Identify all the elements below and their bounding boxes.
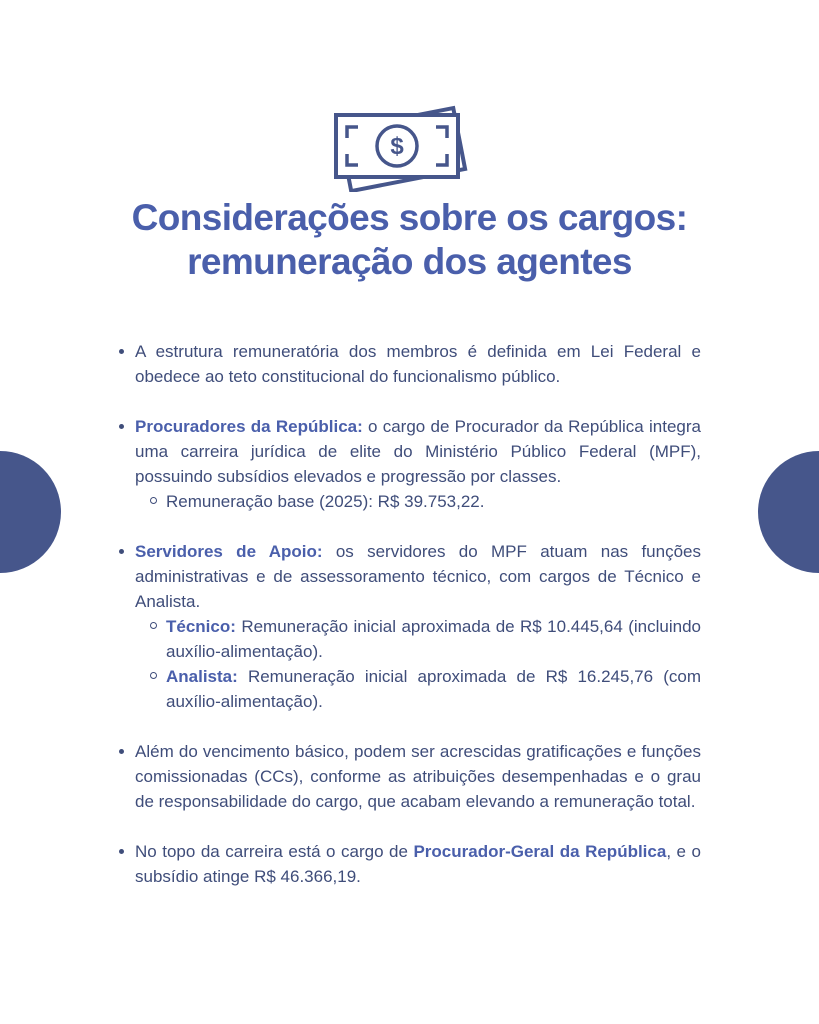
decorative-half-circle-left xyxy=(0,451,61,573)
item-text: o cargo de Procurador da República integra uma carreira jurídica de elite do Ministério Público Federal (MPF), possuindo subsídios elevados e progressão por classes. xyxy=(135,417,701,486)
sub-item-text: Remuneração inicial aproximada de R$ 16.245,76 (com auxílio-alimentação). xyxy=(166,667,701,711)
list-item-procurador-geral xyxy=(135,839,701,889)
item-text: Além do vencimento básico, podem ser acrescidas gratificações e funções comissionadas (CCs), conforme as atribuições desempenhadas e o grau de responsabilidade do cargo, que acabam elevando a remuneração total. xyxy=(135,742,701,811)
sub-item-tecnico xyxy=(166,614,701,664)
sub-item-analista xyxy=(166,664,701,714)
item-text: os servidores do MPF atuam nas funções administrativas e de assessoramento técnico, com cargos de Técnico e Analista. xyxy=(135,542,701,611)
list-item-servidores xyxy=(135,539,701,714)
item-text-after: , e o subsídio atinge R$ 46.366,19. xyxy=(135,842,701,886)
item-bold-label: Procuradores da República: xyxy=(135,417,363,436)
sub-item-bold-label: Técnico: xyxy=(166,617,236,636)
list-item-gratificacoes xyxy=(135,739,701,814)
decorative-half-circle-right xyxy=(758,451,819,573)
money-bill-dollar-icon xyxy=(330,100,472,192)
item-bold-label: Servidores de Apoio: xyxy=(135,542,323,561)
list-item-procuradores xyxy=(135,414,701,514)
title-line-1: Considerações sobre os cargos: xyxy=(131,197,688,238)
content-list xyxy=(135,339,701,914)
sub-item-remuneracao-base xyxy=(166,489,701,514)
item-text: A estrutura remuneratória dos membros é definida em Lei Federal e obedece ao teto constitucional do funcionalismo público. xyxy=(135,342,701,386)
sub-item-text: Remuneração base (2025): R$ 39.753,22. xyxy=(166,492,485,511)
item-text-before: No topo da carreira está o cargo de xyxy=(135,842,414,861)
item-bold-label: Procurador-Geral da República xyxy=(413,842,667,861)
sub-item-bold-label: Analista: xyxy=(166,667,238,686)
title-line-2: remuneração dos agentes xyxy=(187,241,632,282)
svg-text:$: $ xyxy=(390,133,404,160)
page-title xyxy=(0,196,819,284)
sub-item-text: Remuneração inicial aproximada de R$ 10.445,64 (incluindo auxílio-alimentação). xyxy=(166,617,701,661)
list-item-estrutura xyxy=(135,339,701,389)
